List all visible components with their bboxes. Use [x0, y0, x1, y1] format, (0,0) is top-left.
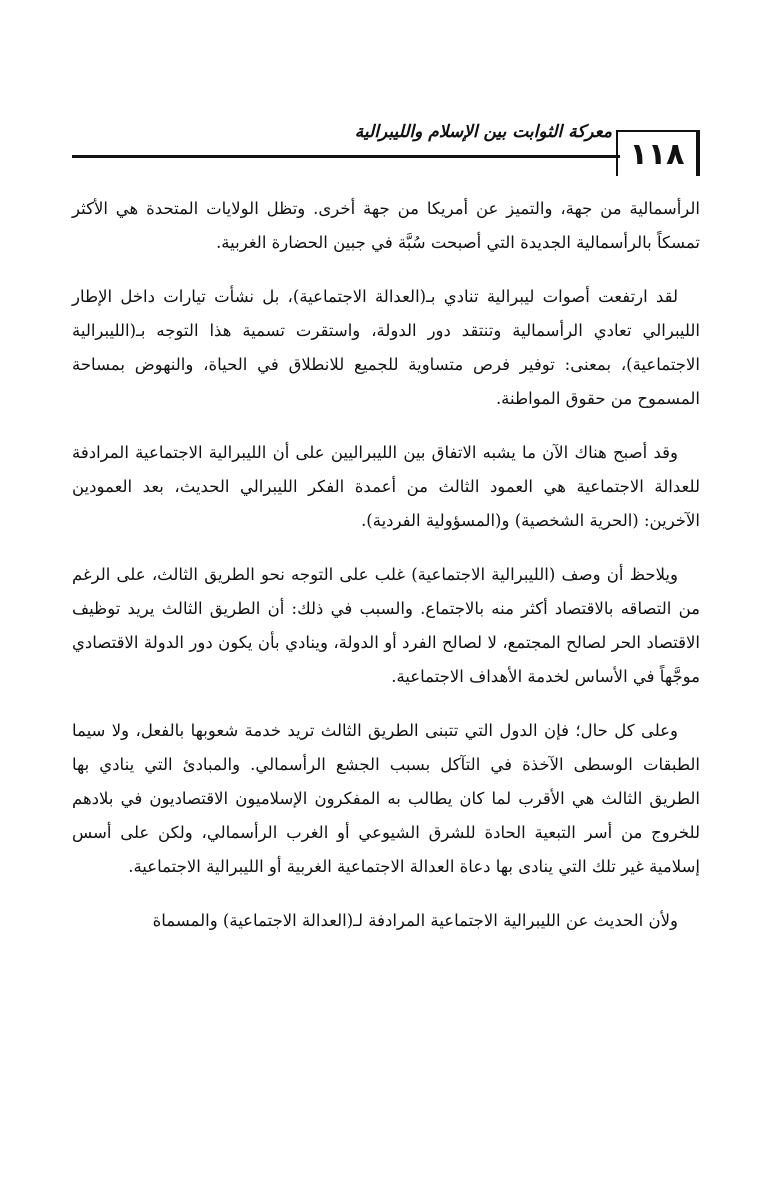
paragraph-4: ويلاحظ أن وصف (الليبرالية الاجتماعية) غلب على التوجه نحو الطريق الثالث، على الرغم من التصاقه بالاقتصاد أكثر منه بالاجتماع. والسبب في ذلك: أن الطريق الثالث يريد توظيف الاقتصاد الحر لصالح المجتمع، لا لصالح الفرد أو الدولة، وينادي بأن يكون دور الدولة الاقتصادي موجَّهاً في الأساس لخدمة الأهداف الاجتماعية. [72, 565, 700, 686]
page-number: ١١٨ [616, 130, 700, 176]
paragraph-6: ولأن الحديث عن الليبرالية الاجتماعية المرادفة لـ(العدالة الاجتماعية) والمسماة [152, 911, 678, 930]
paragraph-5: وعلى كل حال؛ فإن الدول التي تتبنى الطريق الثالث تريد خدمة شعوبها بالفعل، ولا سيما الطبقات الوسطى الآخذة في التآكل بسبب الجشع الرأسمالي. والمبادئ التي ينادي بها الطريق الثالث هي الأقرب لما كان يطالب به المفكرون الإسلاميون الاقتصاديون في بلادهم للخروج من أسر التبعية الحادة للشرق الشيوعي أو الغرب الرأسمالي، ولكن على أسس إسلامية غير تلك التي ينادى بها دعاة العدالة الاجتماعية الغربية أو الليبرالية الاجتماعية. [72, 721, 700, 876]
paragraph-3: وقد أصبح هناك الآن ما يشبه الاتفاق بين الليبراليين على أن الليبرالية الاجتماعية المرادفة للعدالة الاجتماعية هي العمود الثالث من أعمدة الفكر الليبرالي الحديث، بعد العمودين الآخرين: (الحرية الشخصية) و(المسؤولية الفردية). [72, 443, 700, 530]
running-title: معركة الثوابت بين الإسلام والليبرالية [354, 122, 612, 142]
page-body [72, 192, 700, 958]
page-header [72, 118, 700, 178]
header-rule [72, 155, 620, 158]
paragraph-1: الرأسمالية من جهة، والتميز عن أمريكا من جهة أخرى. وتظل الولايات المتحدة هي الأكثر تمسكاً بالرأسمالية الجديدة التي أصبحت سُبَّة في جبين الحضارة الغربية. [72, 199, 700, 252]
paragraph-2: لقد ارتفعت أصوات ليبرالية تنادي بـ(العدالة الاجتماعية)، بل نشأت تيارات داخل الإطار الليبرالي تعادي الرأسمالية وتنتقد دور الدولة، واستقرت تسمية هذا التوجه بـ(الليبرالية الاجتماعية)، بمعنى: توفير فرص متساوية للجميع للانطلاق في الحياة، والنهوض بمساحة المسموح من حقوق المواطنة. [72, 287, 700, 408]
